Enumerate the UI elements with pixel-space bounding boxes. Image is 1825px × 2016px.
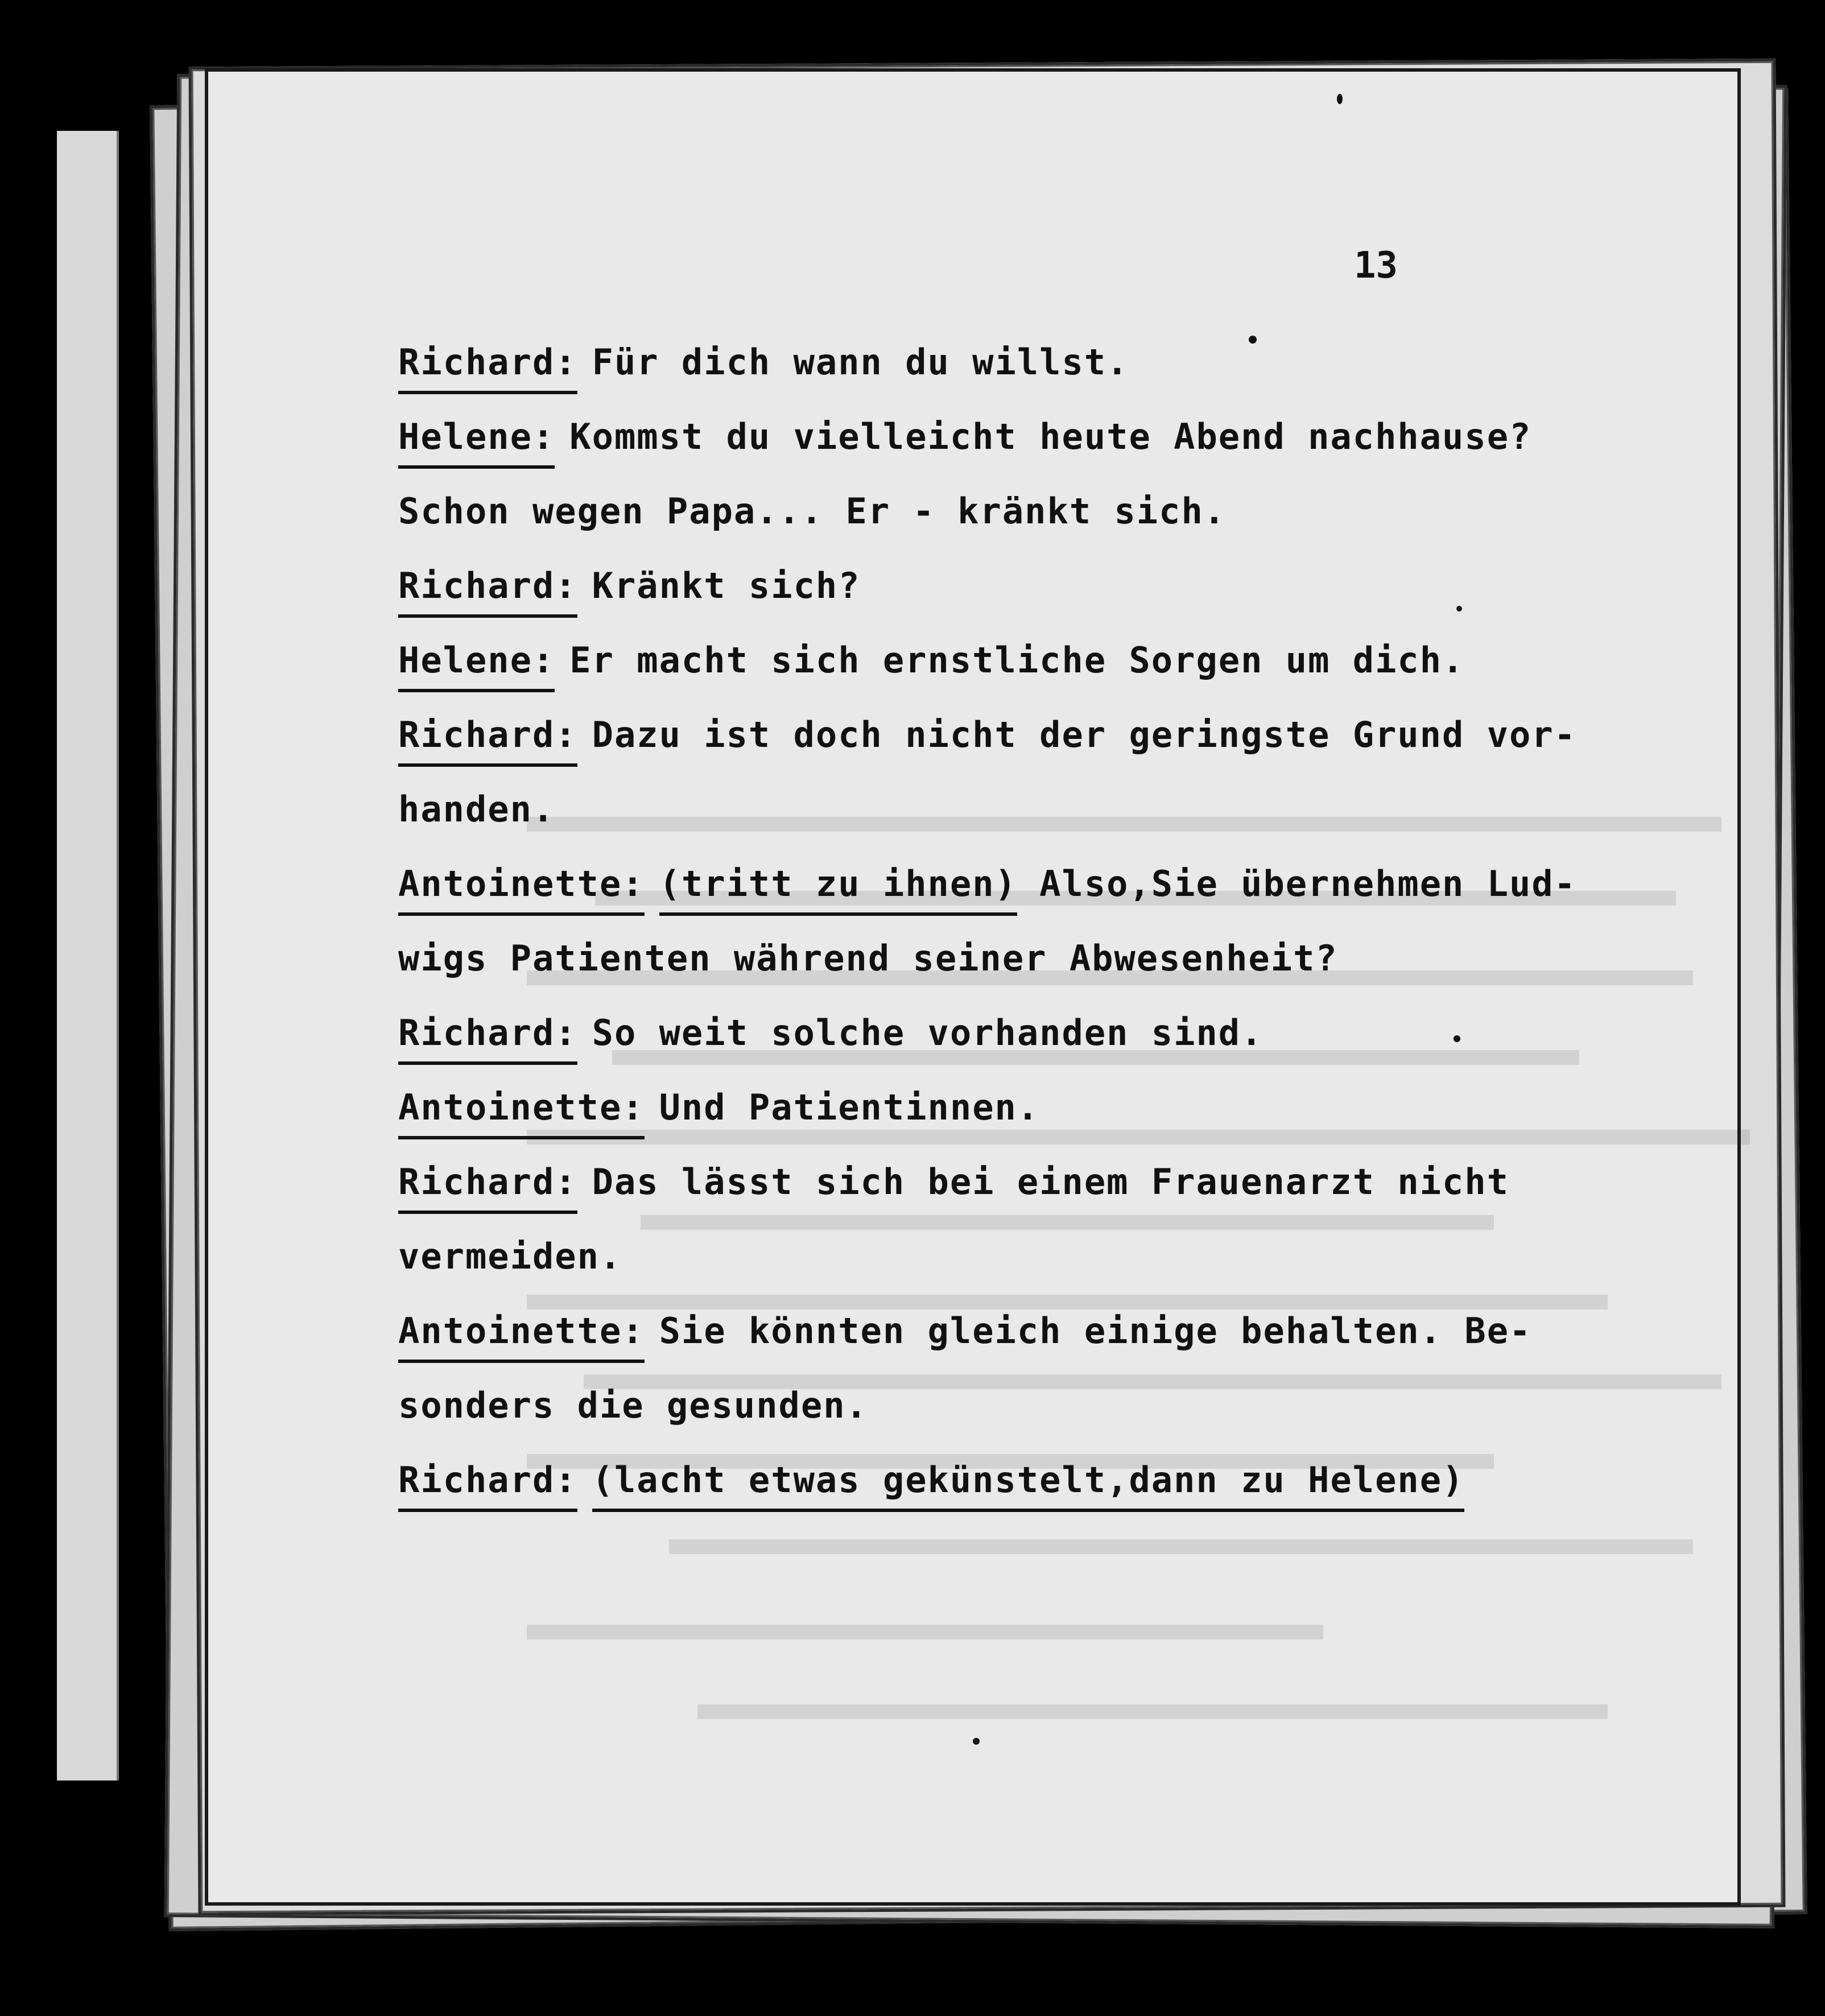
- line-text: Also,Sie übernehmen Lud-: [1039, 863, 1577, 904]
- dialogue-line: [398, 714, 1576, 767]
- dialogue-line: [398, 565, 861, 618]
- speaker-name: Antoinette:: [398, 863, 645, 916]
- dialogue-line: [398, 788, 555, 830]
- line-text: Sie könnten gleich einige behalten. Be-: [659, 1310, 1532, 1352]
- dialogue-line: [398, 863, 1576, 916]
- speaker-name: Antoinette:: [398, 1087, 645, 1139]
- line-text: wigs Patienten während seiner Abwesenheit?: [398, 937, 1338, 979]
- speaker-name: Richard:: [398, 1459, 577, 1512]
- line-text: Kommst du vielleicht heute Abend nachhause?: [569, 416, 1532, 457]
- line-text: Schon wegen Papa... Er - kränkt sich.: [398, 490, 1227, 532]
- speaker-name: Richard:: [398, 341, 577, 394]
- line-text: Für dich wann du willst.: [592, 341, 1129, 383]
- speaker-name: Helene:: [398, 416, 555, 469]
- line-text: handen.: [398, 788, 555, 830]
- speaker-name: Richard:: [398, 1161, 577, 1214]
- speaker-name: Richard:: [398, 565, 577, 618]
- line-text: Und Patientinnen.: [659, 1087, 1040, 1128]
- dialogue-line: [398, 1161, 1509, 1214]
- line-text: Das lässt sich bei einem Frauenarzt nicht: [592, 1161, 1510, 1203]
- dialogue-line: [398, 937, 1338, 979]
- speaker-name: Helene:: [398, 639, 555, 692]
- dialogue-line: [398, 1087, 1039, 1139]
- dialogue-line: [398, 1459, 1464, 1512]
- dialogue-line: [398, 490, 1226, 532]
- dialogue-line: [398, 1236, 622, 1277]
- dialogue-line: [398, 416, 1531, 469]
- ink-speck: [1249, 336, 1257, 344]
- line-text: Er macht sich ernstliche Sorgen um dich.: [569, 639, 1465, 681]
- line-text: sonders die gesunden.: [398, 1385, 868, 1426]
- ink-speck: [1454, 1035, 1460, 1042]
- line-text: Dazu ist doch nicht der geringste Grund vor-: [592, 714, 1577, 755]
- binding-strip: [57, 131, 119, 1780]
- dialogue-line: [398, 1385, 868, 1426]
- speaker-name: Richard:: [398, 714, 577, 767]
- speaker-name: Richard:: [398, 1012, 577, 1065]
- dialogue-line: [398, 1310, 1531, 1363]
- line-text: Kränkt sich?: [592, 565, 861, 606]
- stage-direction: (lacht etwas gekünstelt,dann zu Helene): [592, 1459, 1465, 1512]
- ink-speck: [1337, 94, 1343, 104]
- page-number: 13: [1354, 245, 1398, 287]
- ink-speck: [1456, 606, 1462, 612]
- line-text: So weit solche vorhanden sind.: [592, 1012, 1264, 1054]
- stage-direction: (tritt zu ihnen): [659, 863, 1017, 916]
- speaker-name: Antoinette:: [398, 1310, 645, 1363]
- dialogue-line: [398, 1012, 1263, 1065]
- line-text: vermeiden.: [398, 1236, 622, 1277]
- dialogue-line: [398, 639, 1464, 692]
- dialogue-line: [398, 341, 1129, 394]
- ink-speck: [973, 1738, 980, 1745]
